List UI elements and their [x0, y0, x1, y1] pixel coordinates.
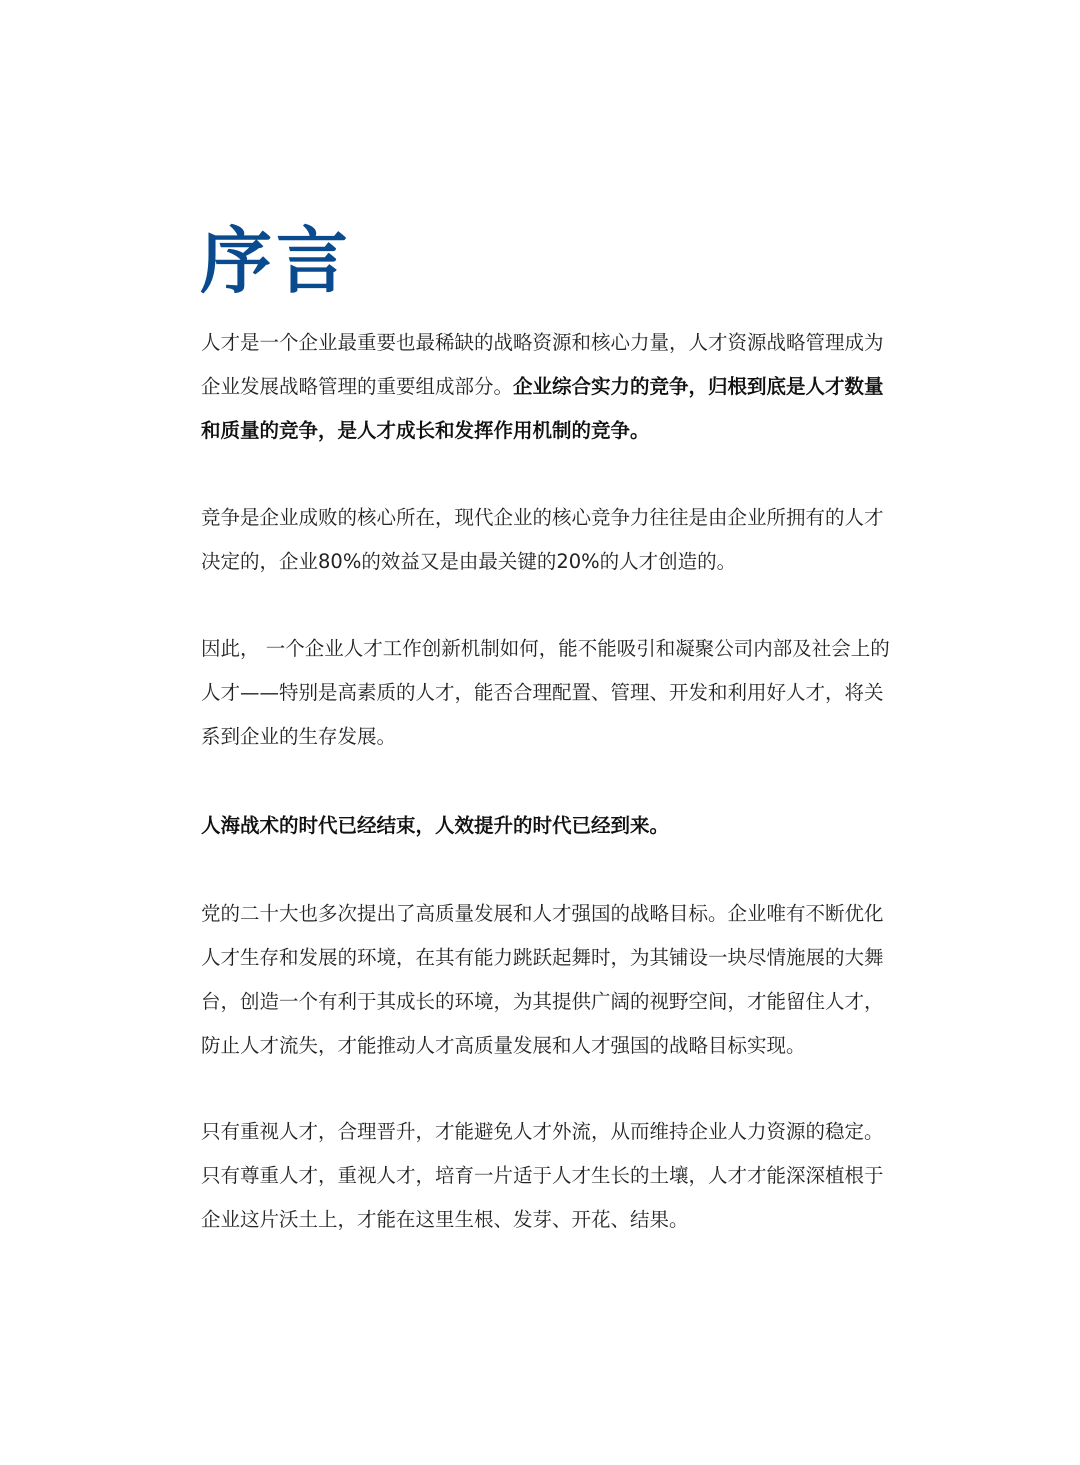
paragraph-innovation-mechanism: 因此， 一个企业人才工作创新机制如何，能不能吸引和凝聚公司内部及社会上的人才——特别是高素质的人才，能否合理配置、管理、开发和利用好人才，将关系到企业的生存发展。: [201, 637, 890, 748]
paragraph-national-strategy: 党的二十大也多次提出了高质量发展和人才强国的战略目标。企业唯有不断优化人才生存和发展的环境，在其有能力跳跃起舞时，为其铺设一块尽情施展的大舞台，创造一个有利于其成长的环境，为其提供广阔的视野空间，才能留住人才，防止人才流失，才能推动人才高质量发展和人才强国的战略目标实现。: [201, 902, 884, 1057]
paragraph-text: 人才是一个企业最重要也最稀缺的战略资源和核心力量，人才资源战略管理成为企业发展战略管理的重要组成部分。: [201, 331, 884, 398]
paragraph-competition: 竞争是企业成败的核心所在，现代企业的核心竞争力往往是由企业所拥有的人才决定的，企业80%的效益又是由最关键的20%的人才创造的。: [201, 506, 884, 573]
paragraph-emphasis: 人海战术的时代已经结束，人效提升的时代已经到来。: [201, 814, 670, 837]
page-title: 序言: [200, 219, 353, 303]
paragraph-efficiency-era: [201, 804, 891, 848]
paragraph-emphasis: 企业综合实力的竞争，归根到底是人才数量和质量的竞争，是人才成长和发挥作用机制的竞争。: [201, 375, 884, 442]
paragraph-retain-talent: 只有重视人才，合理晋升，才能避免人才外流，从而维持企业人力资源的稳定。只有尊重人才，重视人才，培育一片适于人才生长的土壤，人才才能深深植根于企业这片沃土上，才能在这里生根、发芽、开花、结果。: [201, 1120, 884, 1231]
paragraph-talent-importance: [201, 321, 891, 453]
